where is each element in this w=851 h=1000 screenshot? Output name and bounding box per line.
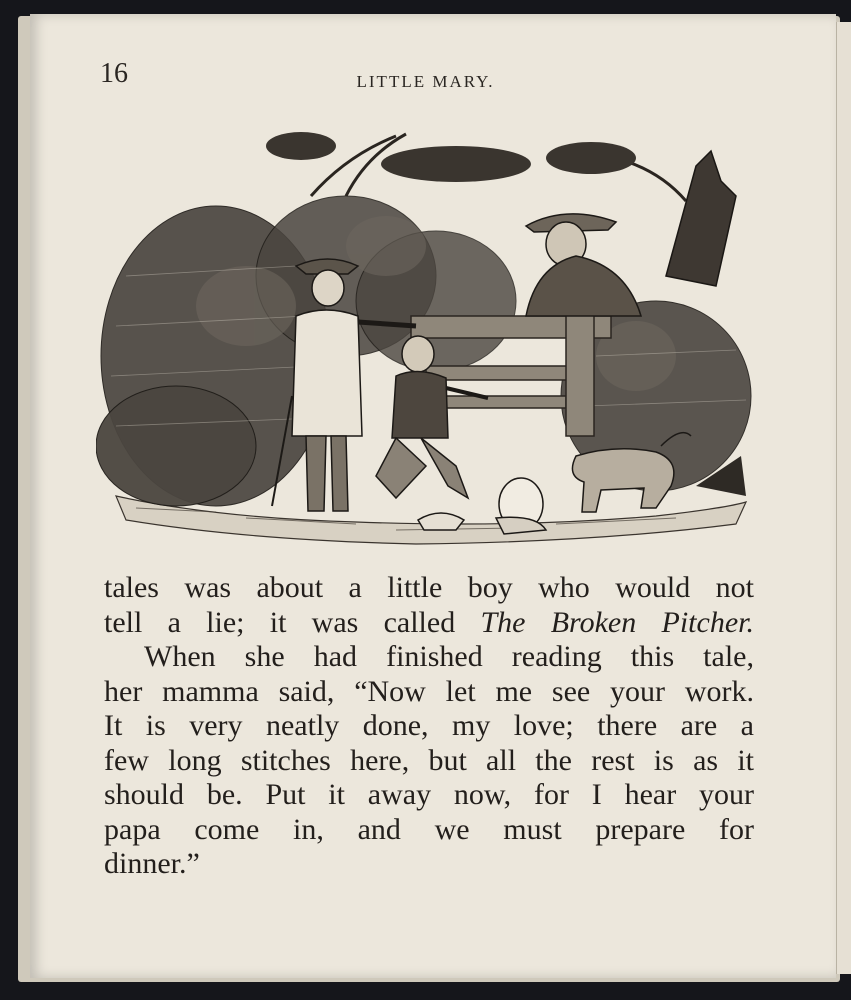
- story-title: The Broken Pitcher.: [480, 605, 754, 639]
- page-number: 16: [100, 58, 128, 89]
- text-line: dinner.”: [104, 847, 200, 880]
- running-title: LITTLE MARY.: [356, 72, 495, 91]
- text-line: her mamma said, “Now let me see your work.: [104, 674, 754, 708]
- body-text: [104, 571, 754, 882]
- text-line: tales was about a little boy who would not: [104, 571, 754, 604]
- text-line: should be. Put it away now, for I hear your: [104, 778, 754, 811]
- text-line: When she had finished reading this tale,: [144, 640, 754, 673]
- text-line: It is very neatly done, my love; there are a: [104, 709, 754, 742]
- engraving-illustration: [96, 126, 760, 556]
- text-line: papa come in, and we must prepare for: [104, 812, 754, 846]
- text-line: few long stitches here, but all the rest is as it: [104, 743, 754, 777]
- text-line: [104, 606, 754, 641]
- next-page-edge: [836, 22, 851, 974]
- text-segment: tell a lie; it was called: [104, 605, 481, 639]
